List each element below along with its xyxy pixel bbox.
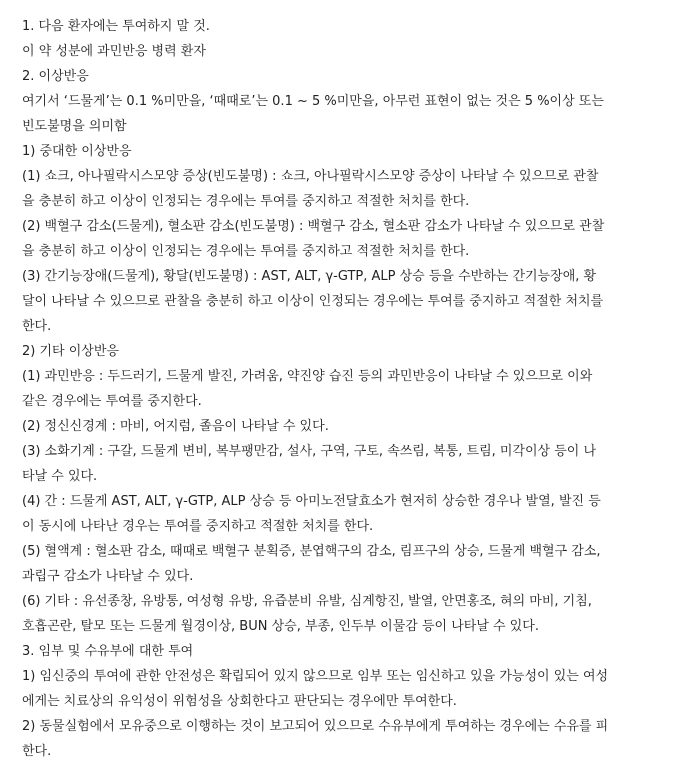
- other-item-6-line-2: 호흡곤란, 탈모 또는 드물게 월경이상, BUN 상승, 부종, 인두부 이물감 등이 나타날 수 있다.: [22, 619, 539, 634]
- frequency-definition-line-1: 여기서 ‘드물게’는 0.1 %미만을, ‘때때로’는 0.1 ~ 5 %미만을, 아무런 표현이 없는 것은 5 %이상 또는: [22, 94, 604, 109]
- other-item-3-line-1: (3) 소화기계 : 구갈, 드물게 변비, 복부팽만감, 설사, 구역, 구토, 속쓰림, 복통, 트림, 미각이상 등이 나: [22, 444, 597, 459]
- other-item-4-line-2: 이 동시에 나타난 경우는 투여를 중지하고 적절한 처치를 한다.: [22, 519, 374, 534]
- pregnancy-item-1-line-2: 에게는 치료상의 유익성이 위험성을 상회한다고 판단되는 경우에만 투여한다.: [22, 694, 457, 709]
- other-item-5-line-1: (5) 혈액계 : 혈소판 감소, 때때로 백혈구 분획증, 분엽핵구의 감소, 림프구의 상승, 드물게 백혈구 감소,: [22, 544, 601, 559]
- other-item-4-line-1: (4) 간 : 드물게 AST, ALT, γ-GTP, ALP 상승 등 아미노전달효소가 현저히 상승한 경우나 발열, 발진 등: [22, 494, 601, 509]
- other-item-1-line-2: 같은 경우에는 투여를 중지한다.: [22, 394, 202, 409]
- other-item-5-line-2: 과립구 감소가 나타날 수 있다.: [22, 569, 194, 584]
- other-item-3-line-2: 타날 수 있다.: [22, 469, 98, 484]
- pregnancy-item-2-line-1: 2) 동물실험에서 모유중으로 이행하는 것이 보고되어 있으므로 수유부에게 투여하는 경우에는 수유를 피: [22, 719, 609, 734]
- subheading-other-reactions: 2) 기타 이상반응: [22, 344, 119, 359]
- subheading-serious-reactions: 1) 중대한 이상반응: [22, 144, 132, 159]
- other-item-6-line-1: (6) 기타 : 유선종창, 유방통, 여성형 유방, 유즙분비 유발, 심계항진, 발열, 안면홍조, 혀의 마비, 기침,: [22, 594, 592, 609]
- contraindication-text: 이 약 성분에 과민반응 병력 환자: [22, 44, 206, 59]
- pregnancy-item-1-line-1: 1) 임신중의 투여에 관한 안전성은 확립되어 있지 않으므로 임부 또는 임신하고 있을 가능성이 있는 여성: [22, 669, 609, 684]
- heading-adverse-reactions: 2. 이상반응: [22, 69, 89, 84]
- serious-item-1-line-1: (1) 쇼크, 아나필락시스모양 증상(빈도불명) : 쇼크, 아나필락시스모양 증상이 나타날 수 있으므로 관찰: [22, 169, 599, 184]
- frequency-definition-line-2: 빈도불명을 의미함: [22, 119, 127, 134]
- heading-pregnancy-lactation: 3. 임부 및 수유부에 대한 투여: [22, 644, 194, 659]
- serious-item-3-line-3: 한다.: [22, 319, 52, 334]
- serious-item-2-line-1: (2) 백혈구 감소(드물게), 혈소판 감소(빈도불명) : 백혈구 감소, 혈소판 감소가 나타날 수 있으므로 관찰: [22, 219, 605, 234]
- serious-item-3-line-1: (3) 간기능장애(드물게), 황달(빈도불명) : AST, ALT, γ-GTP, ALP 상승 등을 수반하는 간기능장애, 황: [22, 269, 597, 284]
- other-item-2: (2) 정신신경계 : 마비, 어지럼, 졸음이 나타날 수 있다.: [22, 419, 329, 434]
- serious-item-1-line-2: 을 충분히 하고 이상이 인정되는 경우에는 투여를 중지하고 적절한 처치를 한다.: [22, 194, 470, 209]
- other-item-1-line-1: (1) 과민반응 : 두드러기, 드물게 발진, 가려움, 약진양 습진 등의 과민반응이 나타날 수 있으므로 이와: [22, 369, 593, 384]
- serious-item-3-line-2: 달이 나타날 수 있으므로 관찰을 충분히 하고 이상이 인정되는 경우에는 투여를 중지하고 적절한 처치를: [22, 294, 604, 309]
- heading-contraindications: 1. 다음 환자에는 투여하지 말 것.: [22, 19, 210, 34]
- pregnancy-item-2-line-2: 한다.: [22, 744, 52, 759]
- serious-item-2-line-2: 을 충분히 하고 이상이 인정되는 경우에는 투여를 중지하고 적절한 처치를 한다.: [22, 244, 470, 259]
